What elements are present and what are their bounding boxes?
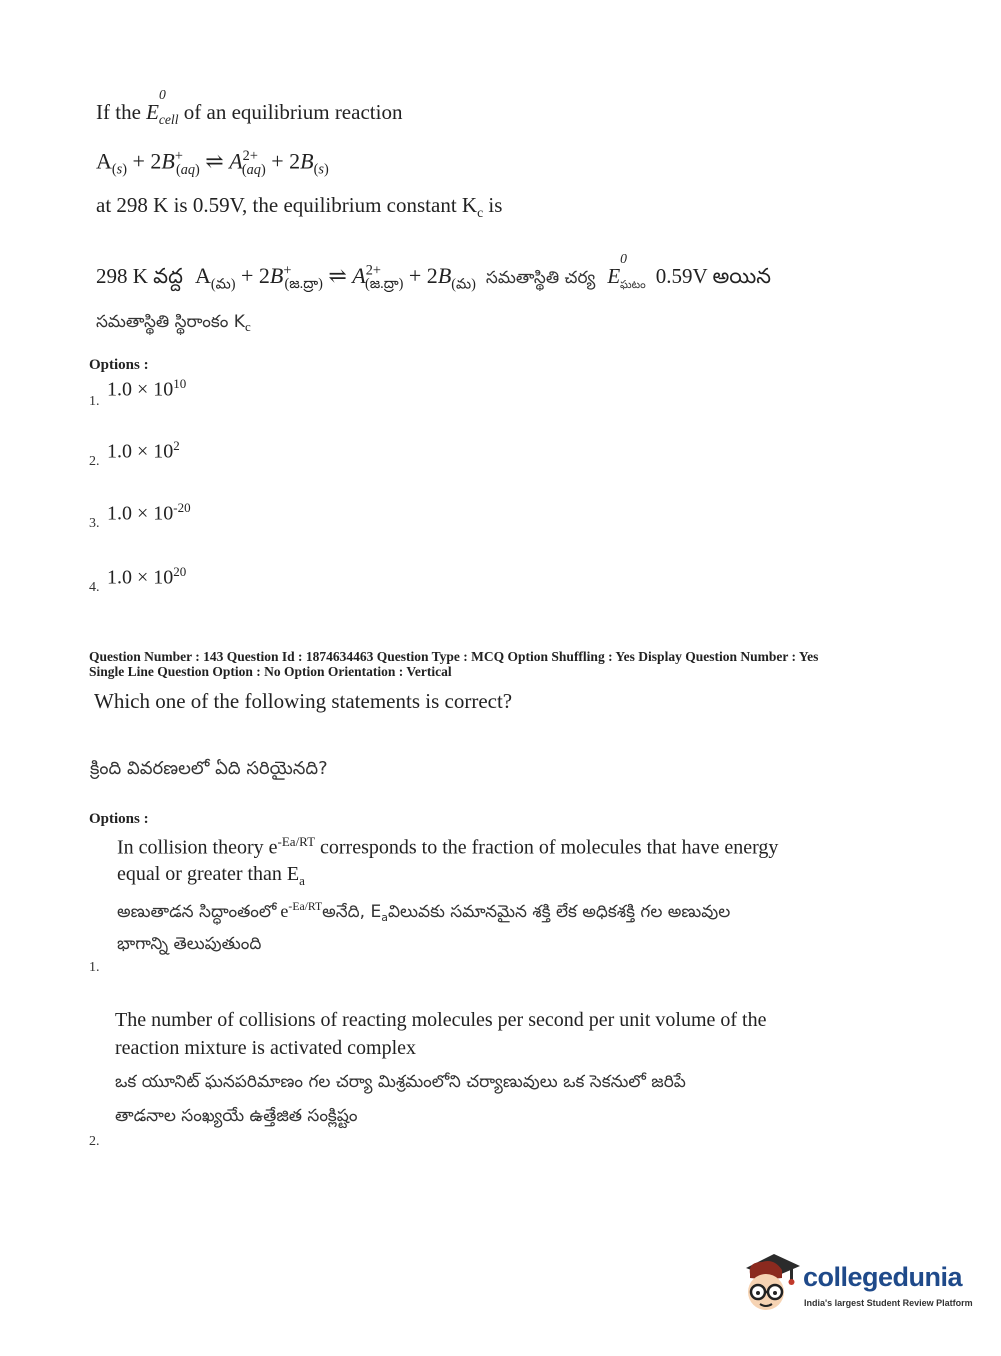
mascot-icon <box>740 1248 802 1314</box>
q142-te-line1: 298 K వద్ద $A_{(మ)} + 2B^+_{(జ.ద్రా)}$ ⇌ $A^{2+}_{(జ.ద్రా)} + 2B_{(మ)}$ సమతాస్థితి చర్య $E^0_{ఘటం}$ 0.59V అయిన <box>96 251 772 293</box>
q142-options-label: Options : <box>89 357 149 373</box>
q143-opt2-en-line1: The number of collisions of reacting molecules per second per unit volume of the <box>115 1009 767 1031</box>
q143-opt2-en-line2: reaction mixture is activated complex <box>115 1037 416 1059</box>
q143-option-1[interactable] <box>89 834 849 976</box>
q143-opt2-te-line1: ఒక యూనిట్ ఘనపరిమాణం గల చర్యా మిశ్రమంలోని చర్యాణువులు ఒక సెకనులో జరిపే <box>115 1072 686 1092</box>
logo-name: collegedunia <box>803 1262 963 1292</box>
q143-opt1-te-line1: అణుతాడన సిద్ధాంతంలో $e^{-Ea/RT}అనేది$, $E_aవిలువకు$ సమానమైన శక్తి లేక అధికశక్తి గల అణువుల <box>117 900 731 925</box>
equation-en: $A_{(s)} + 2B^+_{(aq)}$ ⇌ $A^{2+}_{(aq)} + 2B_{(s)}$ <box>96 148 329 178</box>
q143-meta-line2: Single Line Question Option : No Option Orientation : Vertical <box>89 664 452 679</box>
e-cell-te-symbol: $E^0_{ఘటం}$ <box>607 251 646 292</box>
collegedunia-logo[interactable] <box>740 1248 973 1318</box>
q143-options-label: Options : <box>89 811 149 827</box>
logo-tagline: India's largest Student Review Platform <box>804 1298 973 1308</box>
q143-question-te: క్రింది వివరణలలో ఏది సరియైనది? <box>90 758 328 779</box>
q143-opt1-te-line2: భాగాన్ని తెలుపుతుంది <box>117 934 262 954</box>
q142-line3: at 298 K is 0.59V, the equilibrium constant $K_c$ is <box>96 193 503 221</box>
q143-option-2[interactable] <box>89 1008 849 1150</box>
e-cell-symbol: $E^0_{cell}$ <box>146 87 179 128</box>
q143-opt2-num: 2. <box>89 1134 100 1149</box>
q143-opt1-num: 1. <box>89 960 100 975</box>
q143-opt2-te-line2: తాడనాల సంఖ్యయే ఉత్తేజిత సంక్లిష్టం <box>115 1106 358 1126</box>
q142-te-line2: సమతాస్థితి స్థిరాంకం $K_c$ <box>96 312 251 335</box>
q143-question-en: Which one of the following statements is correct? <box>94 689 513 713</box>
q143-meta-line1: Question Number : 143 Question Id : 1874634463 Question Type : MCQ Option Shuffling : Yes Display Question Number : Yes <box>89 649 819 664</box>
q143-opt1-en-line1: In collision theory $e^{-Ea/RT}$ corresponds to the fraction of molecules that have energy <box>117 834 779 859</box>
q142-line1: If the $E^0_{cell}$ of an equilibrium reaction <box>96 87 403 128</box>
q143-opt1-en-line2: equal or greater than $E_a$ <box>117 863 305 888</box>
